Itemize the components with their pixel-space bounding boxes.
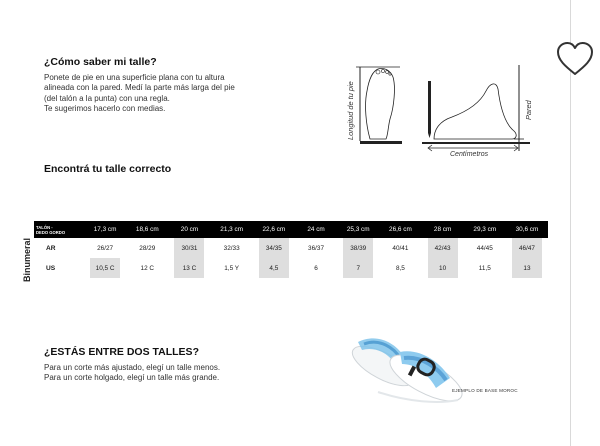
centimeters-label: Centímetros [450, 151, 489, 158]
instruction-line: Ponete de pie en una superficie plana con tu altura [44, 73, 225, 82]
cell-value: 12 C [140, 264, 155, 272]
cell-value: 40/41 [392, 244, 409, 252]
header-cell: 21,3 cm [220, 226, 244, 233]
table-cell [295, 238, 337, 258]
table-cell [84, 258, 126, 278]
find-size-title: Encontrá tu talle correcto [44, 163, 172, 175]
header-cell: 30,6 cm [515, 226, 539, 233]
size-table [34, 221, 548, 278]
cell-value: 4,5 [259, 258, 289, 278]
cell-value: 8,5 [395, 264, 405, 272]
tip-line: Para un corte holgado, elegí un talle más grande. [44, 373, 220, 383]
cell-value: 26/27 [97, 244, 114, 252]
row-label: US [46, 264, 56, 272]
pencil [428, 81, 431, 133]
cell-value: 11,5 [478, 264, 491, 272]
table-cell [126, 258, 168, 278]
cell-value: 10 [428, 258, 458, 278]
table-cell [211, 258, 253, 278]
image-caption: EJEMPLO DE BASE MOROC [452, 388, 518, 393]
table-row-ar [34, 238, 548, 258]
wall-label-wrap [524, 100, 534, 130]
cell-value: 10,5 C [90, 258, 120, 278]
row-label: AR [46, 244, 56, 252]
cell-value: 38/39 [343, 238, 373, 258]
binumeral-label: Binumeral [22, 237, 32, 282]
table-cell [422, 238, 464, 258]
tip-line: Para un corte más ajustado, elegí un talle menos. [44, 363, 221, 372]
cell-value: 44/45 [476, 244, 493, 252]
cell-value: 32/33 [223, 244, 240, 252]
how-to-measure-text [44, 73, 235, 115]
cell-value: 42/43 [428, 238, 458, 258]
table-cell [464, 238, 506, 258]
toe-mark [381, 69, 384, 72]
table-cell [211, 238, 253, 258]
instruction-line: Te sugerimos hacerlo con medias. [44, 104, 166, 114]
header-cell: 25,3 cm [346, 226, 370, 233]
table-cell [168, 258, 210, 278]
heel-toe-label-line: TALÓN - [36, 224, 53, 230]
cell-value: 30/31 [174, 238, 204, 258]
cell-value: 28/29 [139, 244, 156, 252]
header-cell: 26,6 cm [389, 226, 412, 233]
cell-value: 13 C [174, 258, 204, 278]
table-header-row [34, 221, 548, 238]
table-cell [464, 258, 506, 278]
between-sizes-title: ¿ESTÁS ENTRE DOS TALLES? [44, 346, 199, 358]
table-cell [295, 258, 337, 278]
wall-label: Pared [524, 100, 533, 120]
foot-side-outline [434, 84, 516, 139]
table-cell [253, 258, 295, 278]
header-cell: 29,3 cm [473, 226, 497, 233]
foot-length-label: Longitud de tu pie [346, 81, 355, 140]
table-cell [126, 238, 168, 258]
base-bar [360, 141, 402, 144]
cell-value: 13 [512, 258, 542, 278]
header-cell: 18,6 cm [135, 226, 159, 233]
table-cell [379, 258, 421, 278]
table-cell [253, 238, 295, 258]
table-cell [168, 238, 210, 258]
cell-value: 7 [343, 258, 373, 278]
table-cell [422, 258, 464, 278]
heel-toe-label-line: DEDO GORDO [36, 229, 66, 235]
header-cell: 24 cm [307, 226, 325, 233]
pencil-tip [428, 133, 431, 138]
header-cell: 17,3 cm [93, 226, 117, 233]
cell-value: 6 [314, 264, 318, 272]
foot-top-outline [366, 68, 395, 139]
foot-length-label-wrap [346, 81, 356, 150]
between-sizes-text [44, 363, 220, 384]
table-cell [337, 238, 379, 258]
header-cell: 22,6 cm [262, 226, 286, 233]
table-cell [506, 258, 548, 278]
foot-measure-diagram [340, 55, 540, 160]
cell-value: 34/35 [259, 238, 289, 258]
header-cell: 28 cm [433, 226, 452, 233]
favorite-heart-icon[interactable] [555, 40, 595, 78]
instruction-line: alineada con la pared. Medí la parte más larga del pie [44, 83, 235, 93]
cell-value: 1,5 Y [224, 264, 240, 272]
heel-toe-label [34, 225, 84, 235]
header-cell: 20 cm [180, 226, 199, 233]
cell-value: 36/37 [308, 244, 325, 252]
table-row-us [34, 258, 548, 278]
toe-mark [389, 73, 391, 75]
toe-mark [376, 70, 380, 74]
table-cell [337, 258, 379, 278]
table-cell [84, 238, 126, 258]
how-to-measure-title: ¿Cómo saber mi talle? [44, 56, 157, 68]
instruction-line: (del talón a la punta) con una regla. [44, 93, 170, 103]
table-cell [379, 238, 421, 258]
cell-value: 46/47 [512, 238, 542, 258]
table-cell [506, 238, 548, 258]
toe-mark [386, 71, 389, 74]
slide-sandal-image [338, 322, 488, 412]
